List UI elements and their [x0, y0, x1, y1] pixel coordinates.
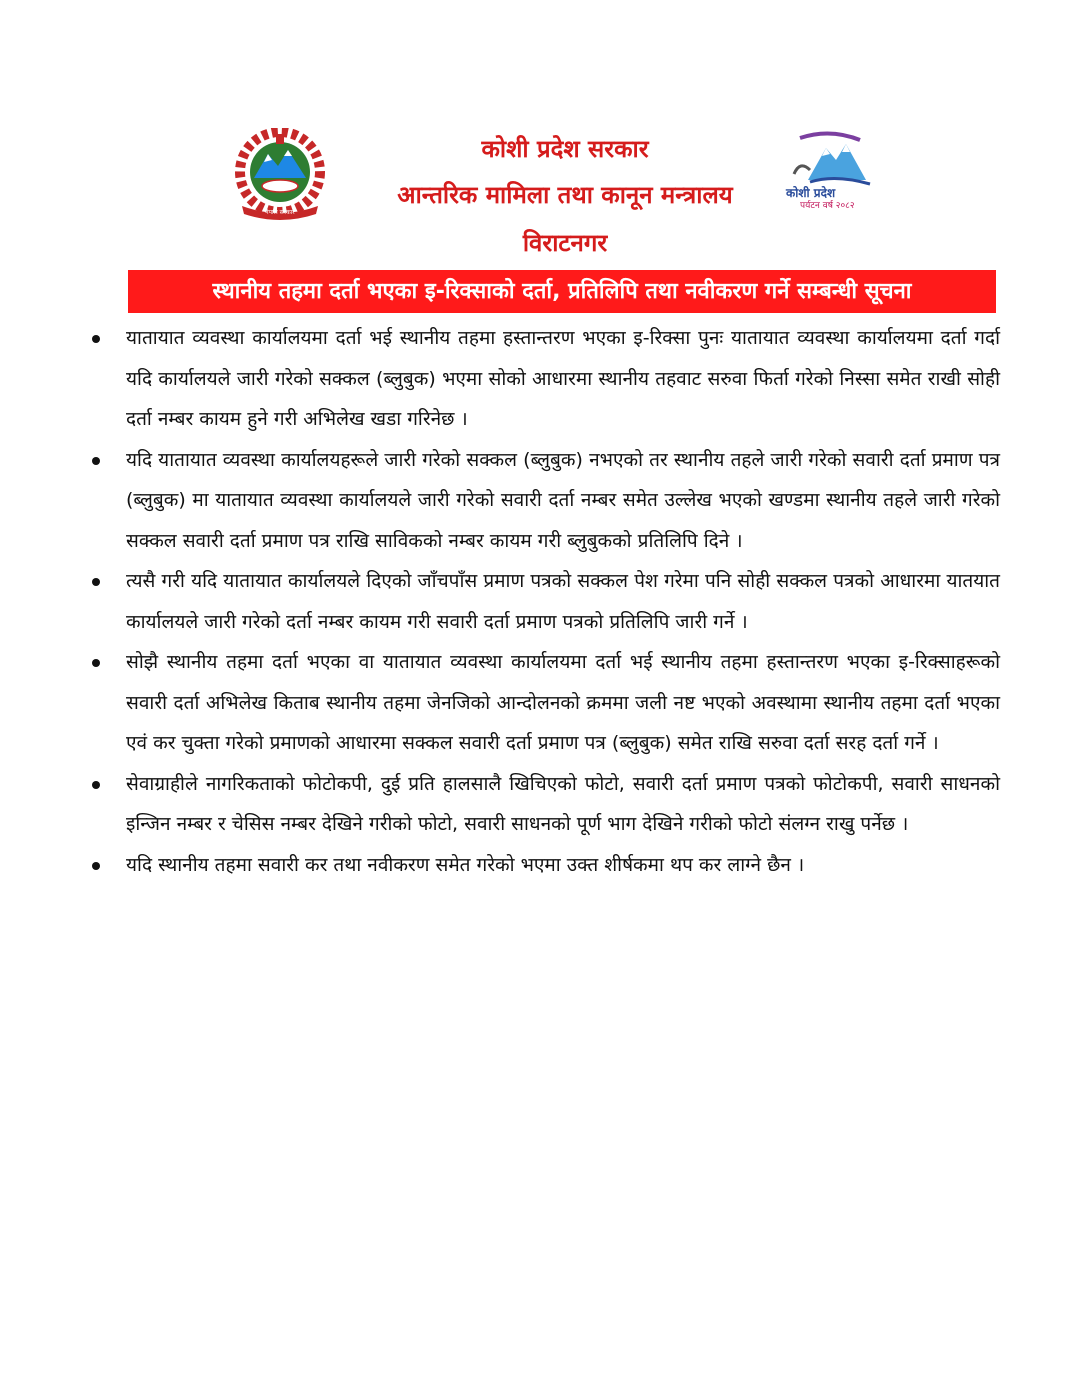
list-item [92, 642, 1000, 764]
list-item [92, 764, 1000, 845]
list-item [92, 440, 1000, 562]
list-item-text: यातायात व्यवस्था कार्यालयमा दर्ता भई स्थानीय तहमा हस्तान्तरण भएका इ-रिक्सा पुनः यातायात व्यवस्था कार्यालयमा दर्ता गर्दा यदि कार्यालयले जारी गरेको सक्कल (ब्लुबुक) भएमा सोको आधारमा स्थानीय तहवाट सरुवा फिर्ता गरेको निस्सा समेत राखी सोही दर्ता नम्बर कायम हुने गरी अभिलेख खडा गरिनेछ । [126, 327, 1000, 430]
notice-list [92, 318, 1000, 885]
tourism-logo-tagline: पर्यटन वर्ष २०८२ [800, 201, 855, 211]
ministry-title: आन्तरिक मामिला तथा कानून मन्त्रालय [397, 181, 733, 209]
list-item [92, 318, 1000, 440]
svg-text:नेपाल सरकार: नेपाल सरकार [265, 209, 295, 216]
government-title: कोशी प्रदेश सरकार [481, 135, 649, 163]
list-item [92, 561, 1000, 642]
list-item-text: यदि स्थानीय तहमा सवारी कर तथा नवीकरण समेत गरेको भएमा उक्त शीर्षकमा थप कर लाग्ने छैन । [126, 853, 805, 876]
list-item [92, 845, 1000, 886]
bullet-icon [92, 335, 100, 343]
notice-title-banner: स्थानीय तहमा दर्ता भएका इ-रिक्साको दर्ता, प्रतिलिपि तथा नवीकरण गर्ने सम्बन्धी सूचना [128, 270, 996, 313]
bullet-icon [92, 659, 100, 667]
tourism-logo-name: कोशी प्रदेश [786, 186, 836, 200]
list-item-text: यदि यातायात व्यवस्था कार्यालयहरूले जारी गरेको सक्कल (ब्लुबुक) नभएको तर स्थानीय तहले जारी गरेको सवारी दर्ता प्रमाण पत्र (ब्लुबुक) मा यातायात व्यवस्था कार्यालयले जारी गरेको सवारी दर्ता नम्बर समेत उल्लेख भएको खण्डमा स्थानीय तहले जारी गरेको सक्कल सवारी दर्ता प्रमाण पत्र राखि साविकको नम्बर कायम गरी ब्लुबुकको प्रतिलिपि दिने । [126, 448, 1000, 552]
list-item-text: सेवाग्राहीले नागरिकताको फोटोकपी, दुई प्रति हालसालै खिचिएको फोटो, सवारी दर्ता प्रमाण पत्रको फोटोकपी, सवारी साधनको इन्जिन नम्बर र चेसिस नम्बर देखिने गरीको फोटो, सवारी साधनको पूर्ण भाग देखिने गरीको फोटो संलग्न राखु पर्नेछ । [126, 772, 1000, 835]
bullet-icon [92, 457, 100, 465]
city-title: विराटनगर [522, 229, 608, 257]
list-item-text: त्यसै गरी यदि यातायात कार्यालयले दिएको जाँचपाँस प्रमाण पत्रको सक्कल पेश गरेमा पनि सोही सक्कल पत्रको आधारमा यातयात कार्यालयले जारी गरेको दर्ता नम्बर कायम गरी सवारी दर्ता प्रमाण पत्रको प्रतिलिपि जारी गर्ने । [126, 570, 1000, 633]
bullet-icon [92, 578, 100, 586]
list-item-text: सोझै स्थानीय तहमा दर्ता भएका वा यातायात व्यवस्था कार्यालयमा दर्ता भई स्थानीय तहमा हस्तान्तरण भएका इ-रिक्साहरूको सवारी दर्ता अभिलेख किताब स्थानीय तहमा जेनजिको आन्दोलनको क्रममा जली नष्ट भएको अवस्थामा स्थानीय तहमा दर्ता भएका एवं कर चुक्ता गरेको प्रमाणको आधारमा सक्कल सवारी दर्ता प्रमाण पत्र (ब्लुबुक) समेत राखि सरुवा दर्ता सरह दर्ता गर्ने । [126, 651, 1000, 754]
bullet-icon [92, 862, 100, 870]
bullet-icon [92, 781, 100, 789]
